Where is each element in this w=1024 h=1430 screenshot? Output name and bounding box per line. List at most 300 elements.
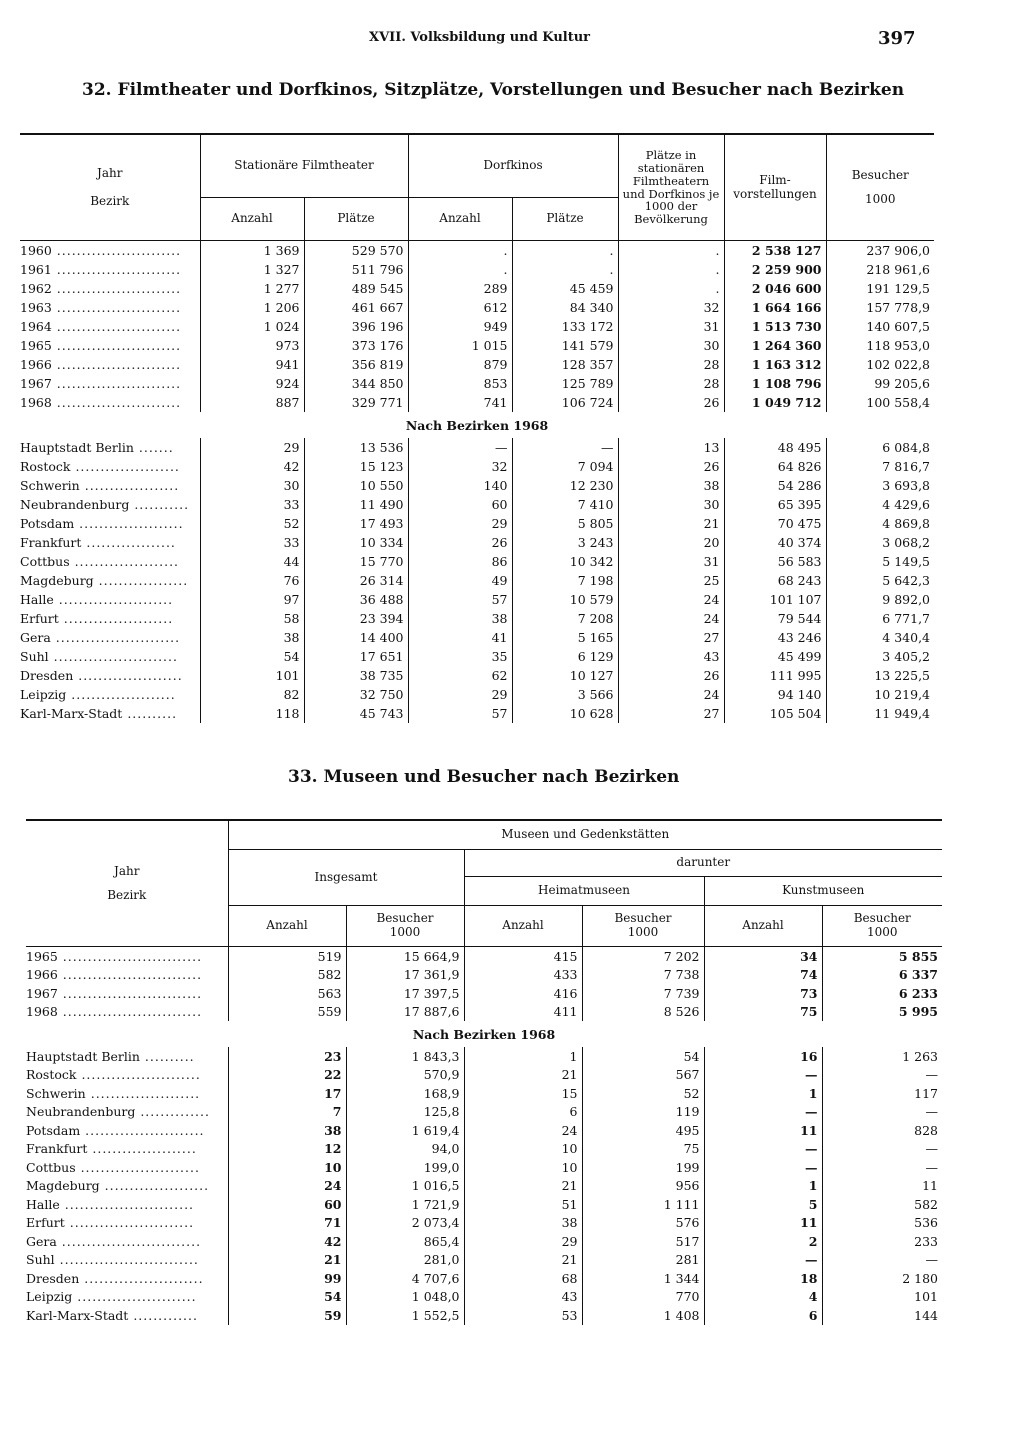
- table-32-years-body: [20, 241, 934, 413]
- cell: 199,0: [346, 1158, 464, 1177]
- table-row: [20, 628, 934, 647]
- row-label: [26, 984, 228, 1003]
- cell: 48 495: [724, 438, 826, 457]
- cell: 75: [704, 1003, 822, 1022]
- cell: 7 202: [582, 947, 704, 966]
- cell: 582: [228, 966, 346, 985]
- header-jahr: Jahr: [114, 863, 140, 878]
- leader-dots: .........................: [51, 243, 182, 258]
- header-darunter: darunter: [464, 850, 942, 877]
- cell: 2 073,4: [346, 1214, 464, 1233]
- row-label-text: 1966: [26, 967, 58, 983]
- cell: 125,8: [346, 1103, 464, 1122]
- cell: 125 789: [512, 374, 618, 393]
- row-label: [26, 1103, 228, 1122]
- row-label: [26, 1066, 228, 1085]
- cell: 237 906,0: [866, 243, 930, 258]
- header-museen: Museen und Gedenkstätten: [228, 820, 942, 850]
- row-label: [20, 571, 200, 590]
- cell: 7 410: [512, 495, 618, 514]
- table-row: [26, 1084, 942, 1103]
- leader-dots: .........................: [51, 357, 182, 372]
- cell: 741: [408, 393, 512, 412]
- cell: 559: [228, 1003, 346, 1022]
- row-label: [20, 495, 200, 514]
- row-label-text: Dresden: [26, 1270, 80, 1286]
- table-row: [26, 984, 942, 1003]
- running-head: XVII. Volksbildung und Kultur: [369, 30, 591, 45]
- cell: 17 493: [304, 514, 408, 533]
- leader-dots: ........................: [79, 1270, 204, 1286]
- cell: 140: [408, 476, 512, 495]
- cell: 17: [228, 1084, 346, 1103]
- cell: 30: [618, 495, 724, 514]
- row-label: [20, 647, 200, 666]
- cell: 65 395: [724, 495, 826, 514]
- row-label: [26, 1003, 228, 1022]
- cell: 35: [408, 647, 512, 666]
- cell: 10 550: [304, 476, 408, 495]
- cell: 168,9: [346, 1084, 464, 1103]
- row-label-text: 1963: [20, 300, 52, 315]
- header-besucher-label: Besucher: [853, 911, 911, 926]
- row-label: [20, 609, 200, 628]
- cell: .: [618, 279, 724, 298]
- leader-dots: .....................: [69, 554, 180, 569]
- cell: .: [618, 241, 724, 261]
- header-sf-anzahl: Anzahl: [200, 198, 304, 241]
- row-label-text: 1968: [20, 395, 52, 410]
- cell: 28: [618, 355, 724, 374]
- row-label: [26, 1269, 228, 1288]
- cell: 73: [704, 984, 822, 1003]
- row-label: [26, 1084, 228, 1103]
- header-besucher-label: Besucher: [851, 167, 909, 182]
- cell: 38: [464, 1214, 582, 1233]
- table-row: [20, 374, 934, 393]
- cell: 1 843,3: [346, 1047, 464, 1066]
- cell: 21: [464, 1251, 582, 1270]
- cell: 117: [914, 1085, 938, 1101]
- cell: 511 796: [304, 260, 408, 279]
- row-label-text: Dresden: [20, 668, 74, 683]
- table-row: [20, 476, 934, 495]
- cell: 32: [408, 457, 512, 476]
- cell: 86: [408, 552, 512, 571]
- cell: —: [704, 1140, 822, 1159]
- row-label-text: Magdeburg: [26, 1178, 100, 1194]
- cell: 879: [408, 355, 512, 374]
- header-km-besucher: [822, 906, 942, 947]
- cell: 7 208: [512, 609, 618, 628]
- table-row: [26, 1195, 942, 1214]
- cell: 76: [200, 571, 304, 590]
- row-label-text: Schwerin: [26, 1085, 86, 1101]
- cell: 17 651: [304, 647, 408, 666]
- cell: 536: [914, 1215, 938, 1231]
- cell: 461 667: [304, 298, 408, 317]
- cell: 38: [228, 1121, 346, 1140]
- row-label-text: 1967: [26, 985, 58, 1001]
- cell: 38: [200, 628, 304, 647]
- cell: 495: [582, 1121, 704, 1140]
- cell: 941: [200, 355, 304, 374]
- cell: .: [408, 260, 512, 279]
- cell: 27: [618, 628, 724, 647]
- cell: 1: [704, 1177, 822, 1196]
- row-label: [26, 1214, 228, 1233]
- cell: 949: [408, 317, 512, 336]
- section-label: Nach Bezirken 1968: [405, 417, 549, 433]
- cell: —: [925, 1067, 938, 1083]
- row-label: [20, 355, 200, 374]
- cell: 141 579: [512, 336, 618, 355]
- cell: 26 314: [304, 571, 408, 590]
- cell: 118 953,0: [866, 338, 930, 353]
- leader-dots: ............................: [57, 948, 203, 964]
- cell: 15 770: [304, 552, 408, 571]
- cell: 2 259 900: [724, 260, 826, 279]
- cell: 4 429,6: [882, 497, 930, 512]
- cell: 133 172: [512, 317, 618, 336]
- cell: .: [408, 241, 512, 261]
- cell: 15: [464, 1084, 582, 1103]
- cell: 26: [618, 666, 724, 685]
- cell: 1 108 796: [724, 374, 826, 393]
- cell: —: [512, 438, 618, 457]
- leader-dots: ..........: [122, 706, 178, 721]
- cell: 30: [618, 336, 724, 355]
- cell: 199: [582, 1158, 704, 1177]
- leader-dots: .....................: [74, 516, 184, 531]
- row-label-text: 1962: [20, 281, 52, 296]
- cell: 8 526: [582, 1003, 704, 1022]
- cell: 517: [582, 1232, 704, 1251]
- row-label-text: Gera: [20, 630, 51, 645]
- row-label: [26, 966, 228, 985]
- table-row: [20, 647, 934, 666]
- cell: 1: [704, 1084, 822, 1103]
- cell: 32: [618, 298, 724, 317]
- table-33-districts-body: [26, 1047, 942, 1325]
- cell: 13 225,5: [874, 668, 930, 683]
- cell: 33: [200, 533, 304, 552]
- cell: 612: [408, 298, 512, 317]
- cell: —: [704, 1103, 822, 1122]
- leader-dots: .........................: [51, 300, 182, 315]
- cell: 3 566: [512, 685, 618, 704]
- row-label-text: 1961: [20, 262, 52, 277]
- cell: 51: [464, 1195, 582, 1214]
- cell: 41: [408, 628, 512, 647]
- cell: 7 738: [582, 966, 704, 985]
- leader-dots: .........................: [48, 649, 178, 664]
- row-label-text: Neubrandenburg: [20, 497, 130, 512]
- cell: 45 459: [512, 279, 618, 298]
- leader-dots: .......................: [53, 592, 174, 607]
- header-jahr-bezirk: [20, 134, 200, 241]
- table-32-title: 32. Filmtheater und Dorfkinos, Sitzplätze, Vorstellungen und Besucher nach Bezirken: [82, 80, 905, 100]
- cell: 11 490: [304, 495, 408, 514]
- cell: 27: [618, 704, 724, 723]
- header-ins-anzahl: Anzahl: [228, 906, 346, 947]
- table-row: [20, 495, 934, 514]
- cell: 489 545: [304, 279, 408, 298]
- cell: 1 016,5: [346, 1177, 464, 1196]
- cell: —: [925, 1104, 938, 1120]
- cell: 52: [582, 1084, 704, 1103]
- cell: 4 707,6: [346, 1269, 464, 1288]
- cell: 10 127: [512, 666, 618, 685]
- leader-dots: .........................: [50, 630, 181, 645]
- cell: 1 327: [200, 260, 304, 279]
- cell: 31: [618, 552, 724, 571]
- table-row: [20, 514, 934, 533]
- table-33: [26, 819, 942, 1325]
- table-row: [20, 438, 934, 457]
- cell: 24: [228, 1177, 346, 1196]
- header-besucher-label: Besucher: [614, 911, 672, 926]
- cell: 281,0: [346, 1251, 464, 1270]
- row-label-text: Gera: [26, 1233, 57, 1249]
- row-label-text: Karl-Marx-Stadt: [26, 1307, 129, 1323]
- leader-dots: ............................: [56, 1233, 202, 1249]
- cell: 853: [408, 374, 512, 393]
- cell: 45 499: [724, 647, 826, 666]
- row-label: [20, 666, 200, 685]
- table-row: [20, 704, 934, 723]
- cell: 94,0: [346, 1140, 464, 1159]
- cell: 21: [618, 514, 724, 533]
- header-besucher-unit: 1000: [864, 191, 896, 206]
- leader-dots: ..................: [81, 535, 176, 550]
- cell: 10: [228, 1158, 346, 1177]
- cell: 1 264 360: [724, 336, 826, 355]
- cell: 52: [200, 514, 304, 533]
- cell: 38 735: [304, 666, 408, 685]
- cell: 29: [464, 1232, 582, 1251]
- cell: 6 771,7: [882, 611, 930, 626]
- cell: 7 094: [512, 457, 618, 476]
- row-label: [20, 628, 200, 647]
- header-plaetze-je-1000: Plätze in stationären Filmtheatern und Dorfkinos je 1000 der Bevölkerung: [618, 134, 724, 241]
- header-km-anzahl: Anzahl: [704, 906, 822, 947]
- leader-dots: ..................: [93, 573, 189, 588]
- leader-dots: ...................: [79, 478, 180, 493]
- header-dorfkinos: Dorfkinos: [408, 134, 618, 198]
- cell: 4 340,4: [882, 630, 930, 645]
- table-row: [20, 609, 934, 628]
- cell: 1 163 312: [724, 355, 826, 374]
- cell: 31: [618, 317, 724, 336]
- row-label: [20, 457, 200, 476]
- cell: 1 664 166: [724, 298, 826, 317]
- cell: 887: [200, 393, 304, 412]
- row-label: [20, 438, 200, 457]
- cell: 3 243: [512, 533, 618, 552]
- header-sf-plaetze: Plätze: [304, 198, 408, 241]
- cell: 7 198: [512, 571, 618, 590]
- page-number: 397: [878, 28, 916, 49]
- cell: 100 558,4: [866, 395, 930, 410]
- cell: 101: [200, 666, 304, 685]
- row-label: [20, 552, 200, 571]
- row-label: [20, 685, 200, 704]
- cell: 1 721,9: [346, 1195, 464, 1214]
- cell: 411: [464, 1003, 582, 1022]
- cell: 26: [618, 457, 724, 476]
- row-label-text: Cottbus: [26, 1159, 76, 1175]
- cell: 119: [582, 1103, 704, 1122]
- table-row: [20, 457, 934, 476]
- cell: —: [925, 1159, 938, 1175]
- table-row: [26, 1003, 942, 1022]
- cell: 33: [200, 495, 304, 514]
- cell: 23: [228, 1047, 346, 1066]
- leader-dots: .............: [128, 1307, 198, 1323]
- cell: 30: [200, 476, 304, 495]
- row-label-text: Magdeburg: [20, 573, 94, 588]
- cell: 71: [228, 1214, 346, 1233]
- row-label-text: 1964: [20, 319, 52, 334]
- cell: 1 344: [582, 1269, 704, 1288]
- row-label-text: Neubrandenburg: [26, 1104, 136, 1120]
- row-label-text: Rostock: [20, 459, 71, 474]
- row-label-text: Hauptstadt Berlin: [20, 440, 134, 455]
- cell: 70 475: [724, 514, 826, 533]
- table-row: [26, 966, 942, 985]
- row-label-text: Suhl: [20, 649, 49, 664]
- cell: 6 084,8: [882, 440, 930, 455]
- table-row: [26, 1269, 942, 1288]
- cell: 11 949,4: [874, 706, 930, 721]
- header-hm-besucher: [582, 906, 704, 947]
- cell: 16: [704, 1047, 822, 1066]
- leader-dots: .........................: [51, 281, 182, 296]
- row-label-text: 1965: [20, 338, 52, 353]
- cell: 15 123: [304, 457, 408, 476]
- header-dk-plaetze: Plätze: [512, 198, 618, 241]
- leader-dots: .........................: [51, 395, 182, 410]
- cell: 416: [464, 984, 582, 1003]
- cell: 54: [228, 1288, 346, 1307]
- table-33-title: 33. Museen und Besucher nach Bezirken: [288, 767, 680, 787]
- cell: 40 374: [724, 533, 826, 552]
- table-row: [20, 298, 934, 317]
- row-label: [20, 298, 200, 317]
- row-label: [20, 704, 200, 723]
- cell: 529 570: [304, 241, 408, 261]
- row-label: [20, 279, 200, 298]
- cell: 64 826: [724, 457, 826, 476]
- row-label-text: 1960: [20, 243, 52, 258]
- cell: 1 049 712: [724, 393, 826, 412]
- row-label: [20, 476, 200, 495]
- cell: 157 778,9: [866, 300, 930, 315]
- cell: 24: [618, 685, 724, 704]
- cell: 57: [408, 590, 512, 609]
- table-row: [20, 571, 934, 590]
- row-label-text: Erfurt: [20, 611, 59, 626]
- table-row: [26, 1047, 942, 1066]
- row-label-text: Hauptstadt Berlin: [26, 1048, 140, 1064]
- cell: 24: [464, 1121, 582, 1140]
- leader-dots: ............................: [57, 1004, 203, 1020]
- cell: 11: [704, 1214, 822, 1233]
- cell: 118: [200, 704, 304, 723]
- leader-dots: ...........: [129, 497, 190, 512]
- cell: 10: [464, 1158, 582, 1177]
- row-label: [20, 374, 200, 393]
- cell: 2: [704, 1232, 822, 1251]
- cell: 770: [582, 1288, 704, 1307]
- cell: 3 405,2: [882, 649, 930, 664]
- cell: 5 149,5: [882, 554, 930, 569]
- cell: .: [512, 260, 618, 279]
- cell: —: [704, 1066, 822, 1085]
- cell: 5 642,3: [882, 573, 930, 588]
- table-row: [20, 355, 934, 374]
- cell: 281: [582, 1251, 704, 1270]
- cell: 54: [200, 647, 304, 666]
- cell: 60: [408, 495, 512, 514]
- table-33-section: [26, 1021, 942, 1047]
- header-besucher-unit: 1000: [389, 925, 421, 939]
- row-label: [26, 1288, 228, 1307]
- header-heimatmuseen: Heimatmuseen: [464, 877, 704, 906]
- cell: 101 107: [724, 590, 826, 609]
- row-label: [20, 514, 200, 533]
- row-label-text: Schwerin: [20, 478, 80, 493]
- cell: 14 400: [304, 628, 408, 647]
- cell: 20: [618, 533, 724, 552]
- table-32: [20, 133, 934, 723]
- leader-dots: .........................: [51, 319, 182, 334]
- cell: 106 724: [512, 393, 618, 412]
- cell: 1 619,4: [346, 1121, 464, 1140]
- row-label-text: 1968: [26, 1004, 58, 1020]
- table-row: [26, 1288, 942, 1307]
- cell: 2 046 600: [724, 279, 826, 298]
- cell: 973: [200, 336, 304, 355]
- cell: 218 961,6: [866, 262, 930, 277]
- cell: 17 361,9: [346, 966, 464, 985]
- cell: 6 129: [512, 647, 618, 666]
- row-label-text: 1966: [20, 357, 52, 372]
- cell: 18: [704, 1269, 822, 1288]
- table-row: [20, 666, 934, 685]
- table-row: [20, 685, 934, 704]
- row-label: [20, 241, 200, 261]
- leader-dots: .....................: [99, 1178, 210, 1194]
- cell: 22: [228, 1066, 346, 1085]
- leader-dots: .....................: [70, 459, 180, 474]
- cell: 23 394: [304, 609, 408, 628]
- row-label-text: Suhl: [26, 1252, 55, 1268]
- leader-dots: .....................: [73, 668, 183, 683]
- cell: 58: [200, 609, 304, 628]
- header-kunstmuseen: Kunstmuseen: [704, 877, 942, 906]
- cell: —: [408, 438, 512, 457]
- cell: 128 357: [512, 355, 618, 374]
- cell: 84 340: [512, 298, 618, 317]
- cell: 356 819: [304, 355, 408, 374]
- cell: 6: [464, 1103, 582, 1122]
- header-filmvorstellungen: Film-vorstellungen: [724, 134, 826, 241]
- cell: 1 111: [582, 1195, 704, 1214]
- leader-dots: ........................: [76, 1067, 201, 1083]
- cell: 7 816,7: [882, 459, 930, 474]
